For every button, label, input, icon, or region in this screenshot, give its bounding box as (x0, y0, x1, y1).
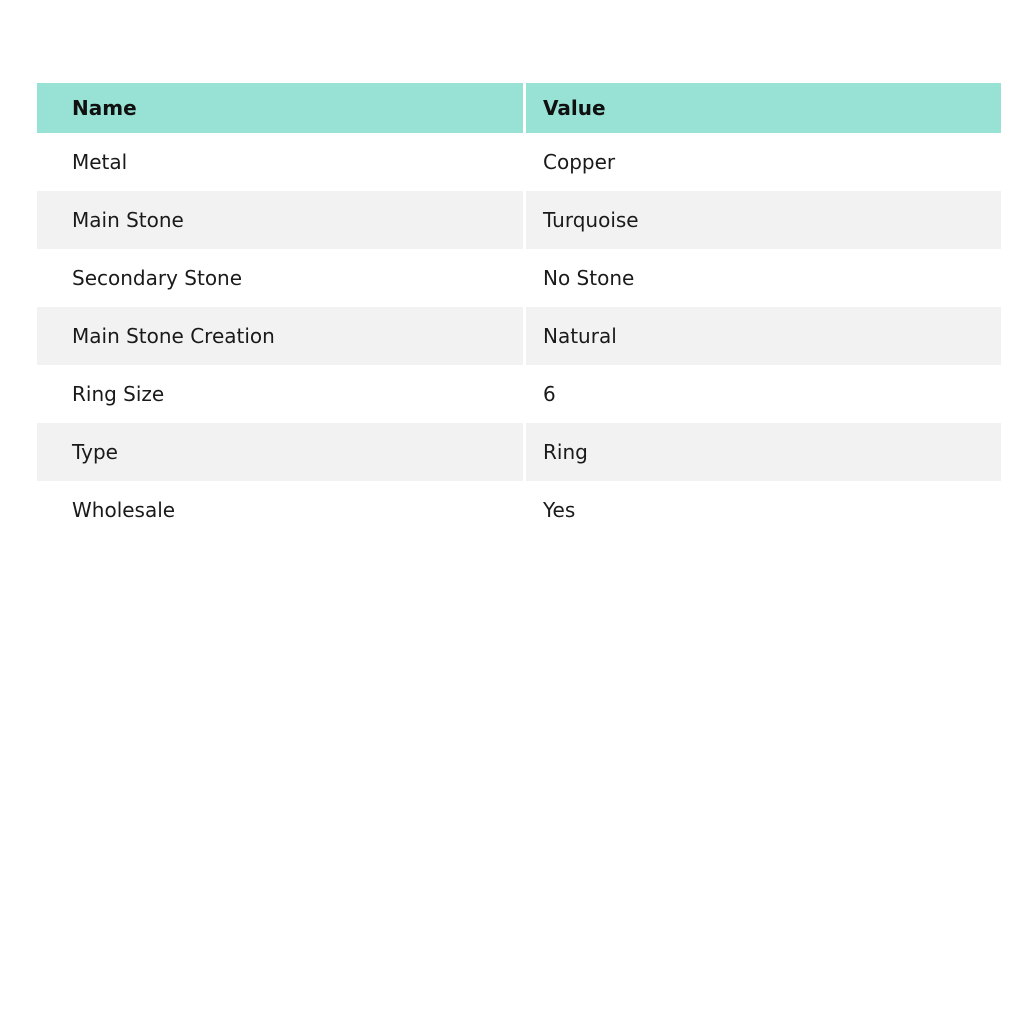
cell-value: Ring (523, 423, 1001, 481)
table-row (37, 423, 1001, 481)
cell-value: Turquoise (523, 191, 1001, 249)
cell-value: Yes (523, 481, 1001, 539)
cell-name: Metal (37, 133, 523, 191)
product-details-table (37, 83, 1001, 539)
cell-name: Main Stone (37, 191, 523, 249)
table-row (37, 133, 1001, 191)
cell-value: 6 (523, 365, 1001, 423)
cell-name: Wholesale (37, 481, 523, 539)
cell-name: Secondary Stone (37, 249, 523, 307)
cell-value: Natural (523, 307, 1001, 365)
table-row (37, 249, 1001, 307)
column-header-name: Name (37, 83, 523, 133)
cell-value: No Stone (523, 249, 1001, 307)
table-row (37, 191, 1001, 249)
cell-name: Main Stone Creation (37, 307, 523, 365)
table-body (37, 133, 1001, 539)
table-row (37, 365, 1001, 423)
column-header-value: Value (523, 83, 1001, 133)
cell-value: Copper (523, 133, 1001, 191)
cell-name: Type (37, 423, 523, 481)
cell-name: Ring Size (37, 365, 523, 423)
table-row (37, 307, 1001, 365)
table-row (37, 481, 1001, 539)
header-row (37, 83, 1001, 133)
table-header (37, 83, 1001, 133)
